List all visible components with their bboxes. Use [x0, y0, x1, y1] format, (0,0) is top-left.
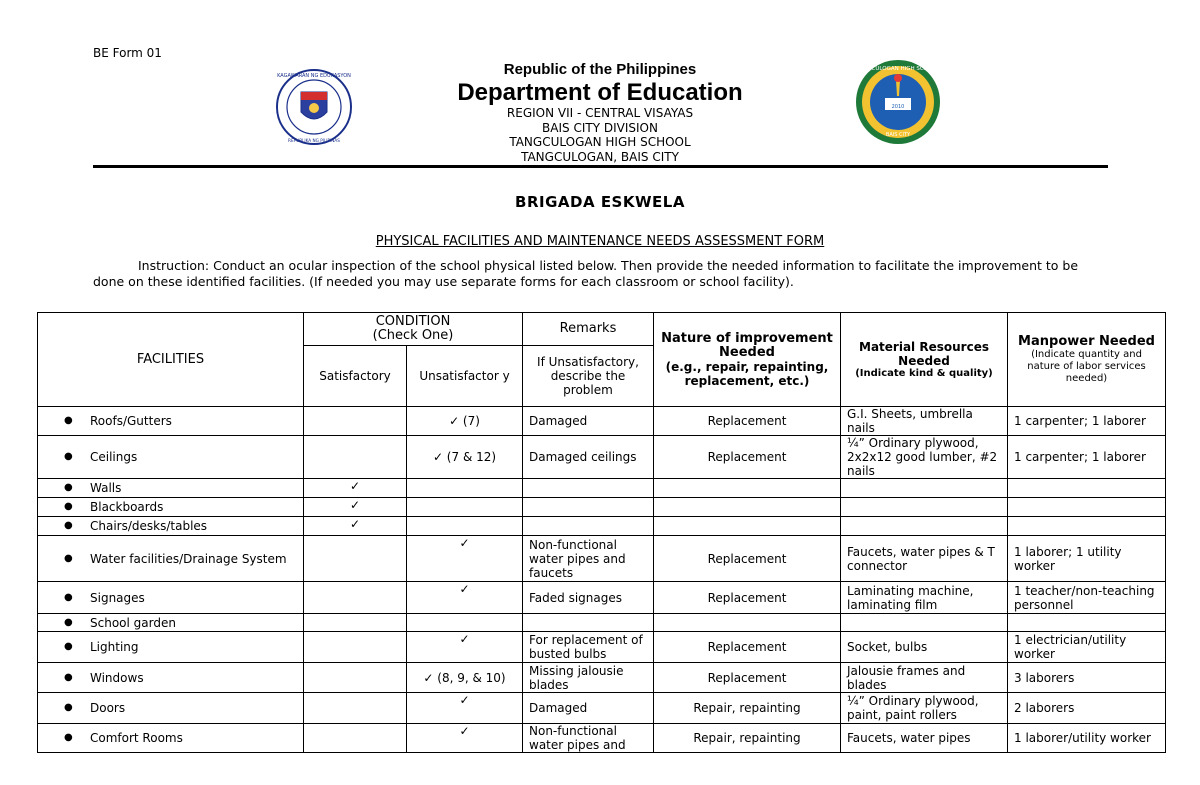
facility-cell [38, 436, 304, 479]
remarks-cell [523, 517, 654, 536]
satisfactory-cell [304, 582, 407, 614]
unsatisfactory-cell: ✓ [407, 632, 523, 663]
remarks-cell [523, 479, 654, 498]
facility-name: Walls [90, 481, 122, 495]
nature-cell: Replacement [654, 536, 841, 582]
facility-name: School garden [90, 615, 176, 630]
bullet-icon: ● [64, 641, 73, 652]
table-row [38, 498, 1166, 517]
table-row [38, 436, 1166, 479]
remarks-cell: Damaged [523, 693, 654, 724]
unsatisfactory-cell: ✓ [407, 693, 523, 724]
material-cell: Socket, bulbs [841, 632, 1008, 663]
nature-cell [654, 479, 841, 498]
manpower-cell: 1 laborer/utility worker [1008, 724, 1166, 753]
remarks-cell [523, 498, 654, 517]
table-row [38, 614, 1166, 632]
form-title: BRIGADA ESKWELA [515, 193, 685, 211]
facility-name: Comfort Rooms [90, 731, 183, 745]
division-line: BAIS CITY DIVISION [542, 120, 658, 135]
bullet-icon: ● [64, 702, 73, 713]
table-row [38, 663, 1166, 693]
satisfactory-cell: ✓ [304, 498, 407, 517]
remarks-cell: Faded signages [523, 582, 654, 614]
facility-cell [38, 693, 304, 724]
bullet-icon: ● [64, 520, 73, 531]
remarks-cell [523, 614, 654, 632]
table-row [38, 479, 1166, 498]
nature-cell: Replacement [654, 582, 841, 614]
seal-text-bottom: REPUBLIKA NG PILIPINAS [288, 138, 340, 143]
material-cell: Laminating machine, laminating film [841, 582, 1008, 614]
department-line: Department of Education [457, 79, 743, 106]
satisfactory-cell: ✓ [304, 517, 407, 536]
remarks-cell: Damaged ceilings [523, 436, 654, 479]
manpower-cell: 1 teacher/non-teaching personnel [1008, 582, 1166, 614]
table-row [38, 724, 1166, 753]
nature-cell [654, 517, 841, 536]
unsatisfactory-cell: ✓ [407, 724, 523, 753]
material-cell [841, 498, 1008, 517]
manpower-cell: 1 carpenter; 1 laborer [1008, 407, 1166, 436]
manpower-cell [1008, 498, 1166, 517]
satisfactory-cell [304, 724, 407, 753]
bullet-icon: ● [64, 616, 73, 628]
instruction-text: Instruction: Conduct an ocular inspection of the school physical listed below. Then provide the needed information to facilitate the improvement to be done on these identified facilities. (If needed you may use separate forms for each classroom or school facility). [93, 258, 1079, 289]
manpower-cell: 2 laborers [1008, 693, 1166, 724]
facility-name: Water facilities/Drainage System [90, 551, 287, 566]
facility-cell [38, 479, 304, 498]
nature-cell: Repair, repainting [654, 724, 841, 753]
remarks-cell: Non-functional water pipes and [523, 724, 654, 753]
material-cell [841, 614, 1008, 632]
school-seal-text: TANGCULOGAN HIGH SCHOOL [856, 66, 940, 72]
bullet-icon: ● [64, 591, 73, 603]
unsatisfactory-cell: ✓ (7 & 12) [407, 436, 523, 479]
unsatisfactory-cell: ✓ (8, 9, & 10) [407, 663, 523, 693]
nature-cell: Repair, repainting [654, 693, 841, 724]
facility-name: Ceilings [90, 450, 138, 464]
facility-cell [38, 536, 304, 582]
bullet-icon: ● [64, 415, 73, 426]
table-row [38, 517, 1166, 536]
republic-line: Republic of the Philippines [503, 61, 697, 78]
address-line: TANGCULOGAN, BAIS CITY [521, 149, 679, 164]
bullet-icon: ● [64, 451, 73, 462]
nature-cell: Replacement [654, 663, 841, 693]
facility-cell [38, 663, 304, 693]
bullet-icon: ● [64, 732, 73, 743]
facility-cell [38, 517, 304, 536]
manpower-cell [1008, 517, 1166, 536]
header-manpower: Manpower Needed (Indicate quantity and nature of labor services needed) [1008, 313, 1166, 407]
school-seal-bottom: BAIS CITY [885, 132, 911, 138]
facility-name: Doors [90, 701, 126, 715]
facility-name: Chairs/desks/tables [90, 519, 208, 533]
unsatisfactory-cell: ✓ [407, 582, 523, 614]
satisfactory-cell: ✓ [304, 479, 407, 498]
facility-name: Signages [90, 590, 145, 605]
satisfactory-cell [304, 632, 407, 663]
facility-cell [38, 407, 304, 436]
nature-cell: Replacement [654, 407, 841, 436]
material-cell: Faucets, water pipes [841, 724, 1008, 753]
manpower-cell [1008, 614, 1166, 632]
assessment-table [37, 312, 1166, 753]
facility-name: Windows [90, 670, 144, 685]
form-subtitle: PHYSICAL FACILITIES AND MAINTENANCE NEEDS ASSESSMENT FORM [375, 234, 825, 249]
unsatisfactory-cell: ✓ (7) [407, 407, 523, 436]
nature-cell [654, 498, 841, 517]
header-divider [93, 165, 1108, 168]
remarks-cell: Non-functional water pipes and faucets [523, 536, 654, 582]
header-satisfactory: Satisfactory [304, 346, 407, 407]
header-unsatisfactory: Unsatisfactor y [407, 346, 523, 407]
nature-cell: Replacement [654, 436, 841, 479]
table-row [38, 632, 1166, 663]
facility-cell [38, 498, 304, 517]
satisfactory-cell [304, 407, 407, 436]
nature-cell: Replacement [654, 632, 841, 663]
header-condition: CONDITION (Check One) [304, 313, 523, 346]
school-line: TANGCULOGAN HIGH SCHOOL [509, 135, 691, 149]
material-cell: Jalousie frames and blades [841, 663, 1008, 693]
header-remarks-sub: If Unsatisfactory, describe the problem [523, 346, 654, 407]
bullet-icon: ● [64, 501, 73, 512]
seal-text-top: KAGAWARAN NG EDUKASYON [277, 73, 351, 79]
manpower-cell: 1 carpenter; 1 laborer [1008, 436, 1166, 479]
material-cell [841, 479, 1008, 498]
unsatisfactory-cell [407, 614, 523, 632]
material-cell: ¼” Ordinary plywood, 2x2x12 good lumber, #2 nails [841, 436, 1008, 479]
facility-name: Lighting [90, 640, 139, 654]
letterhead [0, 60, 1200, 164]
unsatisfactory-cell: ✓ [407, 536, 523, 582]
satisfactory-cell [304, 536, 407, 582]
unsatisfactory-cell [407, 517, 523, 536]
form-code: BE Form 01 [93, 46, 162, 60]
facility-name: Blackboards [90, 500, 164, 514]
header-nature: Nature of improvement Needed (e.g., repair, repainting, replacement, etc.) [654, 313, 841, 407]
material-cell [841, 517, 1008, 536]
material-cell: G.I. Sheets, umbrella nails [841, 407, 1008, 436]
bullet-icon: ● [64, 552, 73, 564]
school-seal-year: 2010 [891, 104, 905, 110]
satisfactory-cell [304, 436, 407, 479]
bullet-icon: ● [64, 482, 73, 493]
satisfactory-cell [304, 614, 407, 632]
table-row [38, 407, 1166, 436]
satisfactory-cell [304, 663, 407, 693]
header-material: Material Resources Needed (Indicate kind & quality) [841, 313, 1008, 407]
region-line: REGION VII - CENTRAL VISAYAS [506, 106, 694, 120]
unsatisfactory-cell [407, 498, 523, 517]
manpower-cell: 1 electrician/utility worker [1008, 632, 1166, 663]
facility-cell [38, 582, 304, 614]
manpower-cell [1008, 479, 1166, 498]
table-row [38, 536, 1166, 582]
facility-cell [38, 614, 304, 632]
facility-cell [38, 632, 304, 663]
header-facilities: FACILITIES [38, 313, 304, 407]
remarks-cell: Damaged [523, 407, 654, 436]
satisfactory-cell [304, 693, 407, 724]
manpower-cell: 1 laborer; 1 utility worker [1008, 536, 1166, 582]
material-cell: ¼” Ordinary plywood, paint, paint rollers [841, 693, 1008, 724]
table-row [38, 693, 1166, 724]
header-remarks: Remarks [523, 313, 654, 346]
remarks-cell: For replacement of busted bulbs [523, 632, 654, 663]
bullet-icon: ● [64, 671, 73, 683]
unsatisfactory-cell [407, 479, 523, 498]
facility-cell [38, 724, 304, 753]
facility-name: Roofs/Gutters [90, 414, 172, 428]
material-cell: Faucets, water pipes & T connector [841, 536, 1008, 582]
manpower-cell: 3 laborers [1008, 663, 1166, 693]
remarks-cell: Missing jalousie blades [523, 663, 654, 693]
table-row [38, 582, 1166, 614]
nature-cell [654, 614, 841, 632]
